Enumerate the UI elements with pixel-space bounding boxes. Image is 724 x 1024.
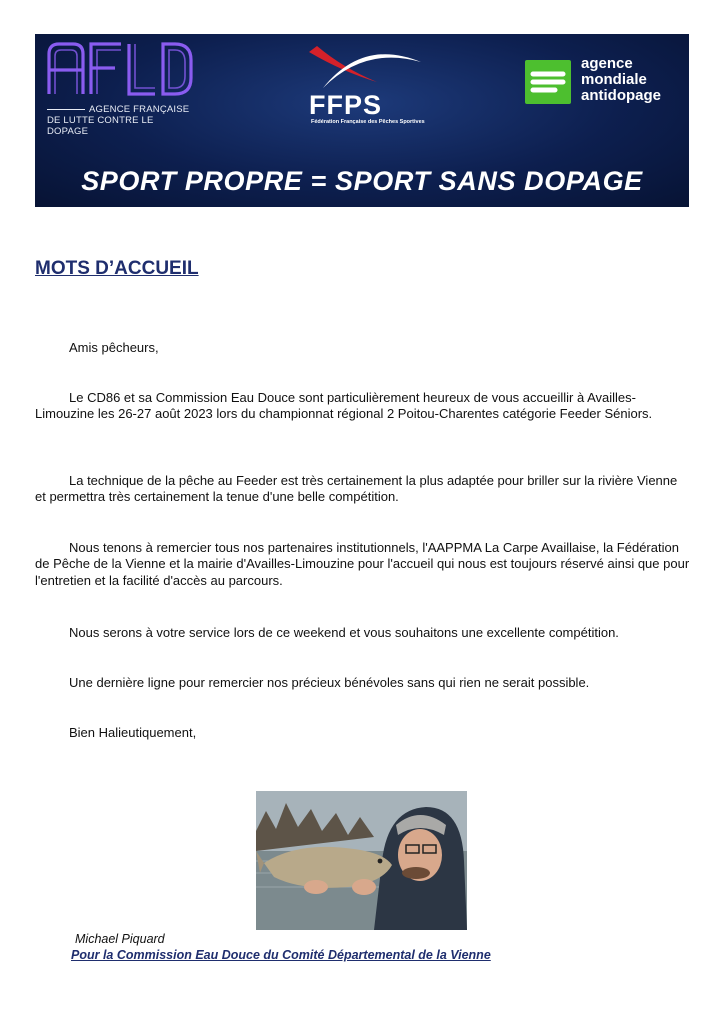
wada-name bbox=[581, 56, 661, 104]
thanks-paragraph: Nous tenons à remercier tous nos partenaires institutionnels, l'AAPPMA La Carpe Availlaise, la Fédération de Pêche de la Vienne et la mairie d'Availles-Limouzine pour l'accueil qui nous est toujours réservé ainsi que pour l'entretien et la facilité d'accès au parcours. bbox=[35, 540, 690, 588]
afld-line-1: AGENCE FRANÇAISE bbox=[89, 104, 190, 115]
afld-subtitle bbox=[47, 104, 197, 137]
volunteers-paragraph: Une dernière ligne pour remercier nos précieux bénévoles sans qui rien ne serait possible. bbox=[69, 675, 590, 690]
greeting-paragraph: Amis pêcheurs, bbox=[69, 340, 159, 355]
header-banner bbox=[35, 34, 689, 207]
wada-line-3: antidopage bbox=[581, 87, 662, 104]
afld-line-2: DE LUTTE CONTRE LE DOPAGE bbox=[47, 115, 154, 137]
page-title: MOTS D’ACCUEIL bbox=[35, 258, 199, 279]
banner-slogan: SPORT PROPRE = SPORT SANS DOPAGE bbox=[81, 166, 643, 196]
commission-signature: Pour la Commission Eau Douce du Comité Départemental de la Vienne bbox=[71, 948, 491, 962]
afld-rule bbox=[47, 109, 85, 110]
ffps-swoosh-icon bbox=[303, 42, 423, 92]
technique-paragraph: La technique de la pêche au Feeder est très certainement la plus adaptée pour briller sur la rivière Vienne et permettra très certainement la tenue d'une belle compétition. bbox=[35, 473, 678, 505]
signer-name: Michael Piquard bbox=[75, 932, 165, 946]
wada-logo-icon bbox=[525, 60, 571, 104]
wada-line-2: mondiale bbox=[581, 71, 647, 88]
closing-paragraph: Bien Halieutiquement, bbox=[69, 725, 197, 740]
service-paragraph: Nous serons à votre service lors de ce weekend et vous souhaitons une excellente compétition. bbox=[69, 625, 619, 640]
afld-logo bbox=[45, 38, 195, 98]
intro-paragraph: Le CD86 et sa Commission Eau Douce sont particulièrement heureux de vous accueillir à Availles-Limouzine les 26-27 août 2023 lors du championnat régional 2 Poitou-Charentes catégorie Feeder Séniors. bbox=[35, 390, 653, 422]
ffps-subtitle: Fédération Française des Pêches Sportives bbox=[311, 119, 425, 125]
wada-line-1: agence bbox=[581, 55, 633, 72]
angler-photo bbox=[256, 791, 467, 930]
ffps-title: FFPS bbox=[309, 90, 383, 120]
